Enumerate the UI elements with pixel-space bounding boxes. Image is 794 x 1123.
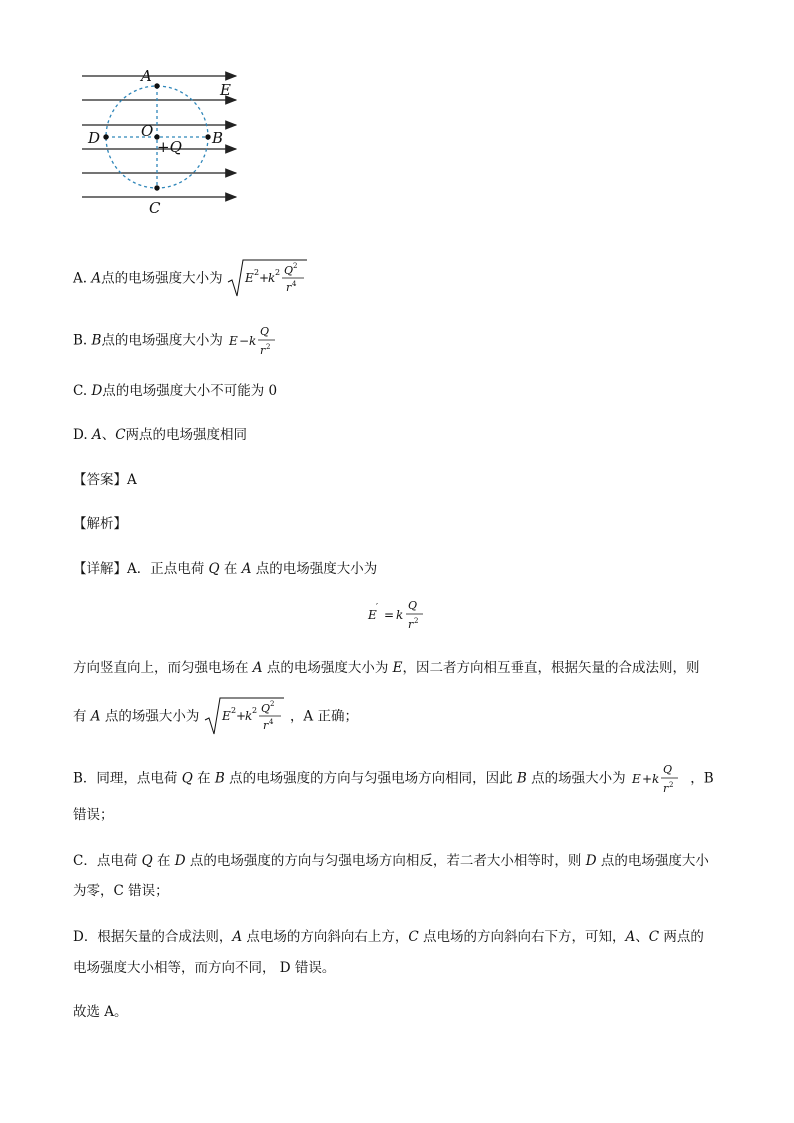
formula-e-prime <box>366 596 436 636</box>
svg-text:Q: Q <box>260 325 270 338</box>
svg-text:Q: Q <box>260 702 270 715</box>
formula-b <box>227 322 283 360</box>
point-A <box>154 83 159 88</box>
svg-text:Q: Q <box>408 599 418 612</box>
svg-text:E: E <box>631 772 641 786</box>
svg-text:2: 2 <box>266 343 271 351</box>
svg-text:r: r <box>408 618 414 631</box>
svg-text:2: 2 <box>292 262 298 270</box>
svg-text:k: k <box>267 271 276 285</box>
svg-text:E: E <box>229 334 238 348</box>
svg-text:4: 4 <box>268 718 274 726</box>
answer-label: 【答案】 <box>73 472 127 488</box>
formula-sqrt-a <box>227 258 309 300</box>
detail-p1: 【详解】A．正点电荷 Q 在 A 点的电场强度大小为 <box>73 561 378 577</box>
svg-text:r: r <box>260 344 266 357</box>
svg-text:k: k <box>244 709 252 723</box>
label-E: E <box>220 81 231 99</box>
point-C <box>154 185 159 190</box>
svg-text:k: k <box>396 608 404 622</box>
svg-text:=: = <box>384 608 395 622</box>
svg-text:2: 2 <box>230 706 236 715</box>
svg-text:Q: Q <box>662 763 672 776</box>
svg-text:E: E <box>244 271 254 285</box>
detail-p3: 有 A 点的场强大小为 E 2 + k 2 Q 2 r 4 ，A 正确； <box>73 696 358 738</box>
option-a: A. A点的电场强度大小为 E 2 + k 2 Q 2 r 4 <box>73 258 309 300</box>
svg-text:2: 2 <box>269 700 275 708</box>
detail-p7: 为零，C 错误； <box>73 883 169 899</box>
formula-sqrt-p3 <box>204 696 286 738</box>
answer-line <box>73 468 137 488</box>
label-A: A <box>141 67 152 85</box>
svg-text:r: r <box>262 719 268 732</box>
svg-text:k: k <box>249 334 257 348</box>
label-O: O <box>141 122 154 140</box>
detail-p5: 错误； <box>73 807 114 823</box>
answer-value: A <box>127 472 137 488</box>
detail-p8: D．根据矢量的合成法则，A 点电场的方向斜向右上方，C 点电场的方向斜向右下方，可知，A、C 两点的 <box>73 929 704 945</box>
svg-text:−: − <box>239 334 250 348</box>
svg-text:2: 2 <box>668 781 674 789</box>
label-Q: +Q <box>157 138 182 156</box>
svg-text:+: + <box>641 772 652 786</box>
svg-text:2: 2 <box>253 268 259 277</box>
label-D: D <box>88 129 101 147</box>
detail-p2: 方向竖直向上，而匀强电场在 A 点的电场强度大小为 E，因二者方向相互垂直，根据矢量的合成法则，则 <box>73 660 700 676</box>
detail-p10: 故选 A。 <box>73 1004 128 1020</box>
option-d: D. A、C两点的电场强度相同 <box>73 427 248 443</box>
detail-p9: 电场强度大小相等，而方向不同， D 错误。 <box>73 960 336 976</box>
label-B: B <box>212 129 224 147</box>
svg-text:r: r <box>662 782 669 795</box>
svg-text:k: k <box>651 772 660 786</box>
svg-text:4: 4 <box>291 280 297 288</box>
label-C: C <box>149 199 161 217</box>
svg-text:2: 2 <box>251 706 257 715</box>
svg-text:E: E <box>221 709 231 723</box>
detail-p6: C．点电荷 Q 在 D 点的电场强度的方向与匀强电场方向相反，若二者大小相等时，则 D 点的电场强度大小 <box>73 853 709 869</box>
point-B <box>205 134 210 139</box>
analysis-label: 【解析】 <box>73 516 127 532</box>
svg-text:+: + <box>235 709 246 723</box>
svg-text:E: E <box>368 608 377 622</box>
point-D <box>103 134 108 139</box>
svg-text:′: ′ <box>376 603 379 613</box>
option-b: B. B点的电场强度大小为 E − k Q r 2 <box>73 322 283 360</box>
svg-text:2: 2 <box>274 268 280 277</box>
svg-text:2: 2 <box>414 617 419 625</box>
electric-field-diagram <box>70 60 330 230</box>
svg-text:r: r <box>285 281 292 294</box>
svg-text:Q: Q <box>283 264 293 277</box>
formula-b-correct <box>630 760 686 798</box>
detail-p4: B．同理，点电荷 Q 在 B 点的电场强度的方向与匀强电场方向相同，因此 B 点的场强大小为 E + k Q r 2 ，B <box>73 760 714 798</box>
option-c: C. D点的电场强度大小不可能为 0 <box>73 383 278 399</box>
svg-text:+: + <box>258 271 269 285</box>
